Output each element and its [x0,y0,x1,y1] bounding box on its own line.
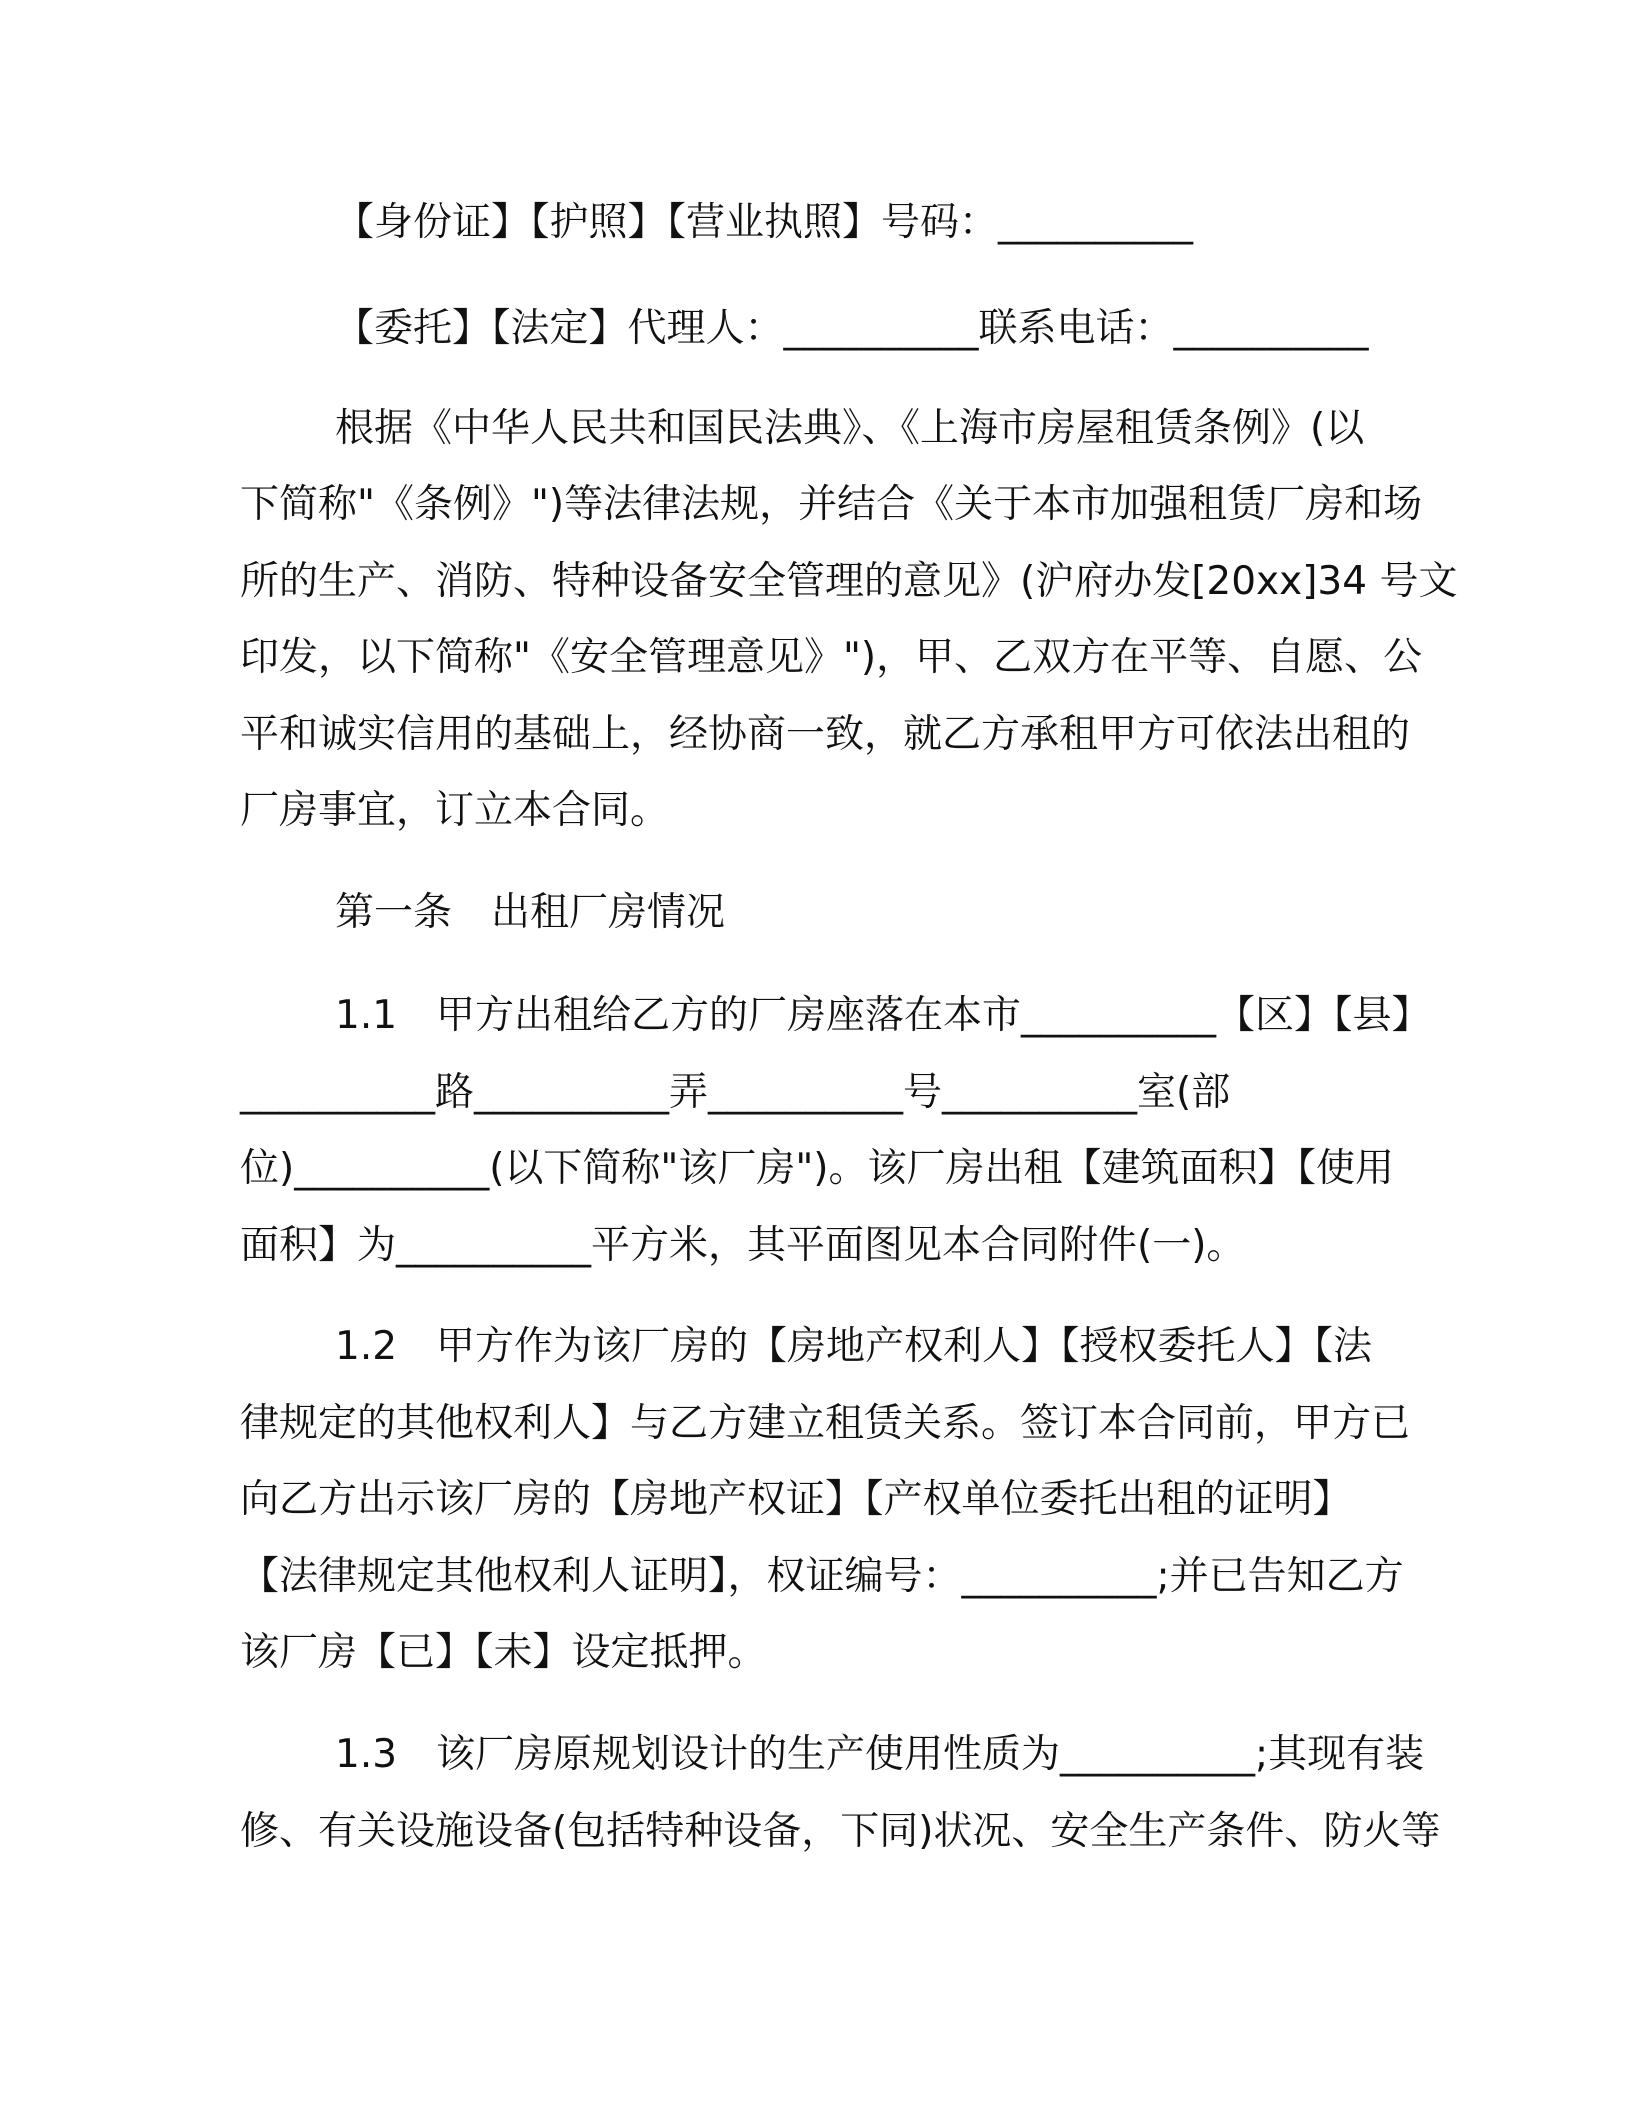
clause-1-2-line-5: 该厂房【已】【未】设定抵押。 [240,1630,767,1675]
clause-1-1-line-4: 面积】为__________平方米，其平面图见本合同附件(一)。 [240,1223,1246,1268]
preamble-line-5: 平和诚实信用的基础上，经协商一致，就乙方承租甲方可依法出租的 [240,712,1411,757]
id-number-line: 【身份证】【护照】【营业执照】号码：__________ [335,200,1194,245]
clause-1-2-line-1: 1.2 甲方作为该厂房的【房地产权利人】【授权委托人】【法 [335,1324,1373,1369]
agent-contact-line: 【委托】【法定】代理人：__________联系电话：__________ [335,306,1369,351]
clause-1-2-line-2: 律规定的其他权利人】与乙方建立租赁关系。签订本合同前，甲方已 [240,1401,1411,1446]
preamble-line-6: 厂房事宜，订立本合同。 [240,788,670,833]
preamble-line-3: 所的生产、消防、特种设备安全管理的意见》(沪府办发[20xx]34 号文 [240,559,1458,604]
clause-1-1-line-3: 位)__________(以下简称"该厂房")。该厂房出租【建筑面积】【使用 [240,1146,1395,1191]
clause-1-2-line-4: 【法律规定其他权利人证明】，权证编号：__________;并已告知乙方 [240,1554,1404,1599]
clause-1-3-line-1: 1.3 该厂房原规划设计的生产使用性质为__________;其现有装 [335,1732,1425,1777]
article-1-heading: 第一条 出租厂房情况 [335,890,726,935]
clause-1-2-line-3: 向乙方出示该厂房的【房地产权证】【产权单位委托出租的证明】 [240,1477,1352,1522]
preamble-line-1: 根据《中华人民共和国民法典》、《上海市房屋租赁条例》(以 [335,406,1365,451]
preamble-line-2: 下简称"《条例》")等法律法规，并结合《关于本市加强租赁厂房和场 [240,482,1423,527]
clause-1-3-line-2: 修、有关设施设备(包括特种设备，下同)状况、安全生产条件、防火等 [240,1809,1441,1854]
clause-1-1-line-2: __________路__________弄__________号__________室(部 [240,1070,1231,1115]
clause-1-1-line-1: 1.1 甲方出租给乙方的厂房座落在本市__________【区】【县】 [335,993,1431,1038]
preamble-line-4: 印发，以下简称"《安全管理意见》")，甲、乙双方在平等、自愿、公 [240,635,1423,680]
